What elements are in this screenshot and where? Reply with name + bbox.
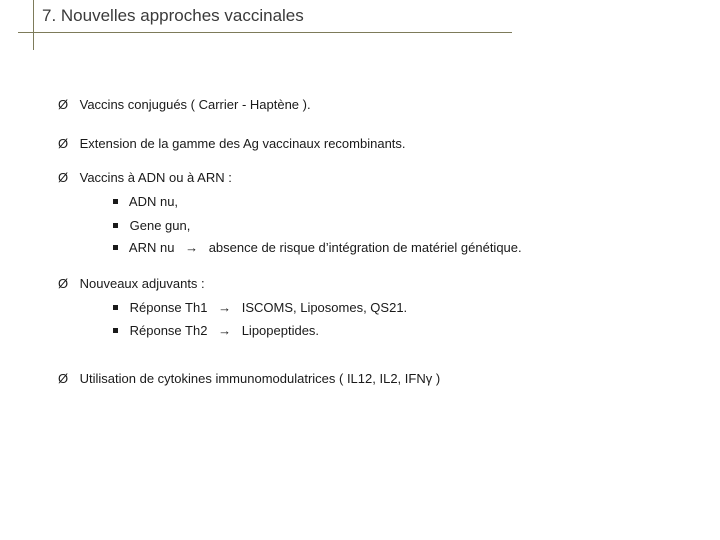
sub-item — [113, 218, 190, 233]
arrow-bullet-icon: Ø — [58, 371, 69, 386]
sub-item-text: Réponse Th1 — [129, 300, 208, 315]
bullet-item — [58, 371, 440, 386]
right-arrow-icon: → — [218, 323, 232, 338]
arrow-bullet-icon: Ø — [58, 136, 69, 151]
bullet-text: Extension de la gamme des Ag vaccinaux recombinants. — [79, 136, 406, 151]
sub-item-text: ADN nu, — [128, 194, 179, 209]
square-bullet-icon — [113, 328, 118, 333]
sub-item-text: ISCOMS, Liposomes, QS21. — [241, 300, 408, 315]
square-bullet-icon — [113, 223, 118, 228]
slide-title: 7. Nouvelles approches vaccinales — [42, 6, 304, 25]
right-arrow-icon: → — [218, 300, 232, 315]
bullet-item — [58, 170, 232, 185]
arrow-bullet-icon: Ø — [58, 170, 69, 185]
bullet-text: Utilisation de cytokines immunomodulatrices ( IL12, IL2, IFNγ ) — [79, 371, 441, 386]
square-bullet-icon — [113, 305, 118, 310]
sub-item — [113, 323, 319, 338]
sub-item-text: Gene gun, — [129, 218, 191, 233]
sub-item — [113, 194, 178, 209]
right-arrow-icon: → — [185, 240, 199, 255]
sub-item-text: Lipopeptides. — [241, 323, 320, 338]
sub-item-text: Réponse Th2 — [129, 323, 208, 338]
sub-item — [113, 240, 522, 255]
title-underline — [18, 32, 512, 33]
bullet-text: Vaccins conjugués ( Carrier - Haptène ). — [79, 97, 311, 112]
bullet-text: Nouveaux adjuvants : — [79, 276, 205, 291]
bullet-item — [58, 97, 311, 112]
bullet-item — [58, 136, 406, 151]
bullet-item — [58, 276, 205, 291]
square-bullet-icon — [113, 199, 118, 204]
sub-item-text: absence de risque d’intégration de matériel génétique. — [208, 240, 522, 255]
arrow-bullet-icon: Ø — [58, 276, 69, 291]
sub-item — [113, 300, 407, 315]
arrow-bullet-icon: Ø — [58, 97, 69, 112]
bullet-text: Vaccins à ADN ou à ARN : — [79, 170, 232, 185]
sub-item-text: ARN nu — [128, 240, 175, 255]
square-bullet-icon — [113, 245, 118, 250]
title-vertical-rule — [33, 0, 34, 50]
